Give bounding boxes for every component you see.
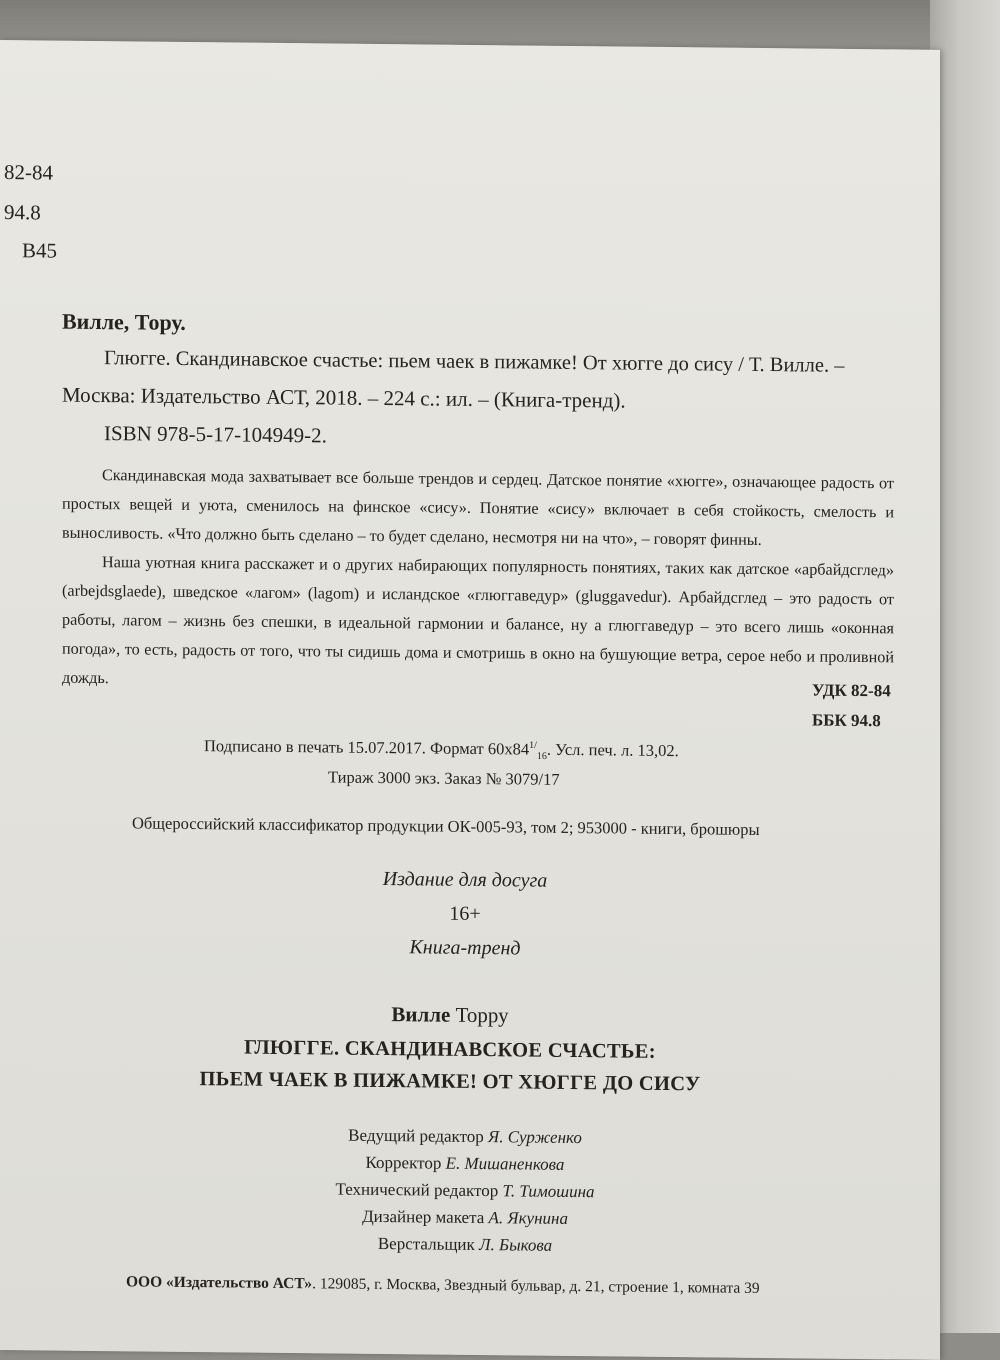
record-isbn: ISBN 978-5-17-104949-2. — [104, 421, 327, 448]
book-page — [0, 40, 940, 1360]
annotation-paragraph-2: Наша уютная книга расскажет и о других набирающих популярность понятиях, таких как датское «арбайдсглед» (arbejdsglaede), шведское «лагом» (lagom) и исландское «глюггаведур» (gluggavedur). Арбайдсглед – это радость от работы, лагом – жизнь без спешки, в идеальной гармонии и балансе, ну а глюггаведур – это всего лишь «оконная погода», то есть, радость от того, что ты сидишь дома и смотришь в окно на бушующие ветра, серое небо и проливной дождь. — [62, 553, 894, 688]
staff-name: Т. Тимошина — [502, 1181, 595, 1202]
print-signed — [204, 736, 679, 763]
record-author: Вилле, Тору. — [62, 308, 186, 335]
imprint-title-line-2: ПЬЕМ ЧАЕК В ПИЖАМКЕ! ОТ ХЮГГЕ ДО СИСУ — [199, 1068, 701, 1096]
bbk-label: ББК 94.8 — [812, 710, 881, 731]
author-sign: В45 — [22, 238, 58, 263]
staff-role: Технический редактор — [335, 1179, 499, 1201]
print-sheets-text: . Усл. печ. л. 13,02. — [546, 739, 679, 761]
staff-role: Верстальщик — [377, 1233, 475, 1254]
staff-role: Ведущий редактор — [348, 1125, 484, 1147]
publisher-line — [126, 1273, 760, 1298]
background-next-page — [930, 0, 1000, 1333]
imprint-author-first: Торру — [455, 1002, 509, 1028]
bbk-code: 94.8 — [4, 200, 41, 225]
imprint-author-last: Вилле — [391, 1002, 451, 1027]
udk-label: УДК 82-84 — [812, 680, 891, 701]
okp-classifier: Общероссийский классификатор продукции ОК-005-93, том 2; 953000 - книги, брошюры — [132, 813, 760, 839]
print-run: Тираж 3000 экз. Заказ № 3079/17 — [328, 767, 560, 789]
staff-list — [0, 1122, 930, 1267]
publisher-address: . 129085, г. Москва, Звездный бульвар, д. 21, строение 1, комната 39 — [312, 1275, 760, 1297]
series-name: Книга-тренд — [409, 936, 521, 960]
format-denominator: 16 — [536, 750, 547, 763]
staff-name: Е. Мишаненкова — [445, 1153, 565, 1174]
staff-role: Корректор — [365, 1152, 442, 1173]
publisher-name: ООО «Издательство АСТ» — [126, 1273, 313, 1293]
staff-name: А. Якунина — [488, 1208, 568, 1228]
print-signed-text: Подписано в печать 15.07.2017. Формат 60х84 — [204, 736, 530, 759]
record-title: Глюгге. Скандинавское счастье: пьем чаек в пижамке! От хюгге до сису / Т. Вилле. – — [104, 347, 845, 377]
annotation-paragraph-1: Скандинавская мода захватывает все больше трендов и сердец. Датское понятие «хюгге», означающее радость от простых вещей и уюта, сменилось на финское «сису». Понятие «сису» включает в себя стойкость, смелость и выносливость. «Что должно быть сделано – то будет сделано, несмотря ни на что», – говорят финны. — [62, 466, 894, 549]
staff-role: Дизайнер макета — [362, 1206, 485, 1228]
udk-code: 82-84 — [4, 160, 53, 185]
format-numerator: 1/ — [529, 740, 537, 752]
annotation — [62, 461, 894, 702]
age-rating: 16+ — [449, 902, 481, 926]
staff-name: Я. Сурженко — [488, 1127, 582, 1148]
edition-type: Издание для досуга — [382, 868, 548, 892]
imprint-author — [0, 998, 900, 1032]
imprint-title-line-1: ГЛЮГГЕ. СКАНДИНАВСКОЕ СЧАСТЬЕ: — [244, 1036, 656, 1063]
record-publication: Москва: Издательство АСТ, 2018. – 224 с.: ил. – (Книга-тренд). — [62, 382, 626, 413]
staff-name: Л. Быкова — [479, 1235, 553, 1255]
